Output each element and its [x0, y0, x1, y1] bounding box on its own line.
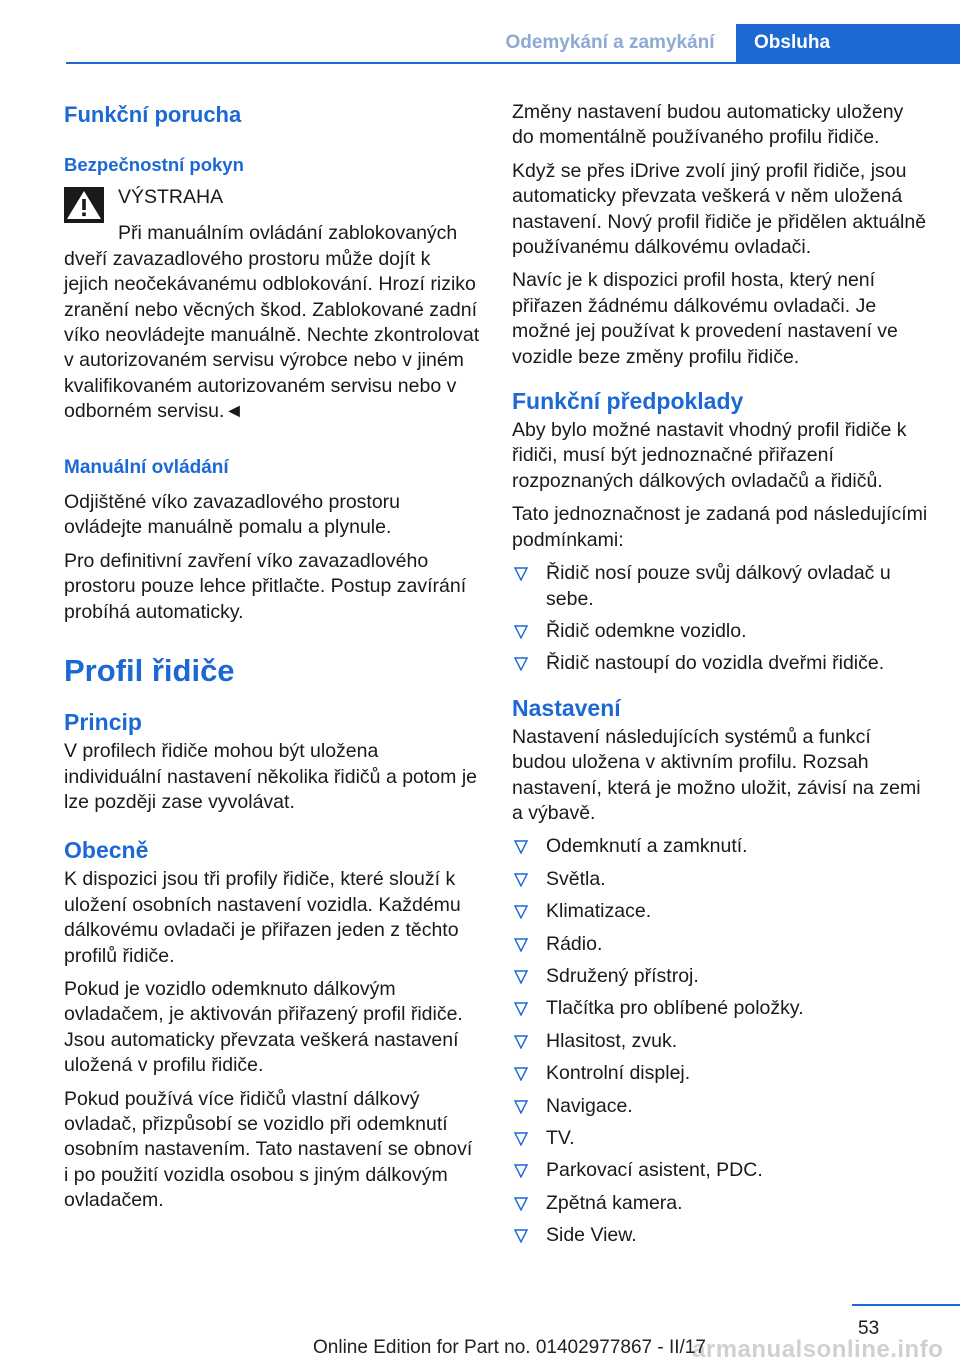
settings-paragraph: Nastavení následujících systémů a funkcí budou uložena v aktivním profilu. Rozsah nastavení, která je možno uložit, závisí na zemi a výbavě.	[512, 725, 921, 824]
warning-triangle-icon	[64, 187, 104, 223]
triangle-bullet-icon	[514, 1229, 528, 1243]
heading-malfunction: Funkční porucha	[64, 102, 242, 127]
general-paragraph-1: K dispozici jsou tři profily řidiče, které slouží k uložení osobních nastavení vozidla. Každému dálkovému ovladači je přiřazen jeden z těchto profilů řidiče.	[64, 868, 461, 967]
triangle-bullet-icon	[514, 657, 528, 671]
heading-general: Obecně	[64, 837, 149, 864]
list-item: Zpětná kamera.	[512, 1191, 930, 1216]
prereq-paragraph-1: Aby bylo možné nastavit vhodný profil řidiče k řidiči, musí být jednoznačné přiřazení rozpoznaných dálkových ovladačů a řidičů.	[512, 419, 907, 492]
triangle-bullet-icon	[514, 1197, 528, 1211]
list-item: Řidič odemkne vozidlo.	[512, 619, 930, 644]
header-section-tab: Odemykání a zamykání	[484, 24, 736, 62]
triangle-bullet-icon	[514, 1100, 528, 1114]
list-item: Klimatizace.	[512, 899, 930, 924]
triangle-bullet-icon	[514, 970, 528, 984]
manual-paragraph-2: Pro definitivní zavření víko zavazadlového prostoru pouze lehce přitlačte. Postup zavírání probíhá automaticky.	[64, 549, 467, 623]
heading-manual-operation: Manuální ovládání	[64, 456, 229, 478]
list-item: Rádio.	[512, 932, 930, 957]
list-item: Parkovací asistent, PDC.	[512, 1158, 930, 1183]
list-item: Odemknutí a zamknutí.	[512, 834, 930, 859]
triangle-bullet-icon	[514, 840, 528, 854]
heading-driver-profile: Profil řidiče	[64, 653, 235, 689]
page-number: 53	[858, 1318, 880, 1339]
settings-list	[512, 834, 930, 1248]
warning-title: VÝSTRAHA	[118, 186, 224, 209]
left-column	[64, 100, 480, 1222]
triangle-bullet-icon	[514, 938, 528, 952]
list-item: Navigace.	[512, 1094, 930, 1119]
list-item: Side View.	[512, 1223, 930, 1248]
triangle-bullet-icon	[514, 905, 528, 919]
list-item: Tlačítka pro oblíbené položky.	[512, 996, 930, 1021]
prereq-paragraph-2: Tato jednoznačnost je zadaná pod následujícími podmínkami:	[512, 503, 928, 551]
right-paragraph-1: Změny nastavení budou automaticky uloženy do momentálně používaného profilu řidiče.	[512, 101, 904, 149]
edition-line: Online Edition for Part no. 01402977867 - II/17	[313, 1337, 706, 1358]
list-item: Řidič nosí pouze svůj dálkový ovladač u sebe.	[512, 561, 930, 612]
triangle-bullet-icon	[514, 1132, 528, 1146]
list-item: Světla.	[512, 867, 930, 892]
principle-paragraph: V profilech řidiče mohou být uložena individuální nastavení několika řidičů a potom je lze později zase vyvolávat.	[64, 740, 477, 813]
list-item: Kontrolní displej.	[512, 1061, 930, 1086]
warning-text: Při manuálním ovládání zablokovaných dveří zavazadlového prostoru může dojít k jejich neočekávanému odblokování. Hrozí riziko zranění nebo věcných škod. Zablokované zadní víko neovládejte manuálně. Nechte zkontrolovat v autorizovaném servisu výrobce nebo v jiném kvalifikovaném autorizovaném servisu nebo v odborném servisu.◄	[64, 222, 480, 423]
general-paragraph-3: Pokud používá více řidičů vlastní dálkový ovladač, přizpůsobí se vozidlo při odemknutí osobním nastavením. Tato nastavení se obnoví i po použití vozidla osobou s jiným dálkovým ovladačem.	[64, 1087, 473, 1212]
right-paragraph-3: Navíc je k dispozici profil hosta, který není přiřazen žádnému dálkovému ovladači. Je možné jej používat k provedení nastavení ve vozidle beze změny profilu řidiče.	[512, 269, 898, 368]
warning-block	[64, 185, 480, 424]
manual-paragraph-1: Odjištěné víko zavazadlového prostoru ovládejte manuálně pomalu a plynule.	[64, 491, 401, 539]
triangle-bullet-icon	[514, 1067, 528, 1081]
list-item: TV.	[512, 1126, 930, 1151]
footer-rule	[852, 1304, 960, 1306]
heading-principle: Princip	[64, 709, 142, 736]
right-paragraph-2: Když se přes iDrive zvolí jiný profil řidiče, jsou automaticky převzata veškerá v něm uložená nastavení. Nový profil řidiče je přidělen aktuálně používanému dálkovému ovladači.	[512, 159, 927, 259]
watermark: armanualsonline.info	[692, 1336, 944, 1363]
heading-prerequisites: Funkční předpoklady	[512, 388, 744, 415]
triangle-bullet-icon	[514, 567, 528, 581]
list-item: Řidič nastoupí do vozidla dveřmi řidiče.	[512, 651, 930, 676]
triangle-bullet-icon	[514, 1164, 528, 1178]
general-paragraph-2: Pokud je vozidlo odemknuto dálkovým ovladačem, je aktivován přiřazený profil řidiče. Jsou automaticky převzata veškerá nastavení uložená v profilu řidiče.	[64, 977, 463, 1077]
prereq-list	[512, 561, 930, 677]
list-item: Sdružený přístroj.	[512, 964, 930, 989]
triangle-bullet-icon	[514, 873, 528, 887]
triangle-bullet-icon	[514, 625, 528, 639]
triangle-bullet-icon	[514, 1035, 528, 1049]
list-item: Hlasitost, zvuk.	[512, 1029, 930, 1054]
heading-safety: Bezpečnostní pokyn	[64, 154, 244, 175]
right-column	[512, 100, 930, 1257]
header-chapter-tab: Obsluha	[736, 24, 960, 62]
heading-settings: Nastavení	[512, 694, 621, 721]
triangle-bullet-icon	[514, 1002, 528, 1016]
header-rule	[66, 62, 960, 64]
